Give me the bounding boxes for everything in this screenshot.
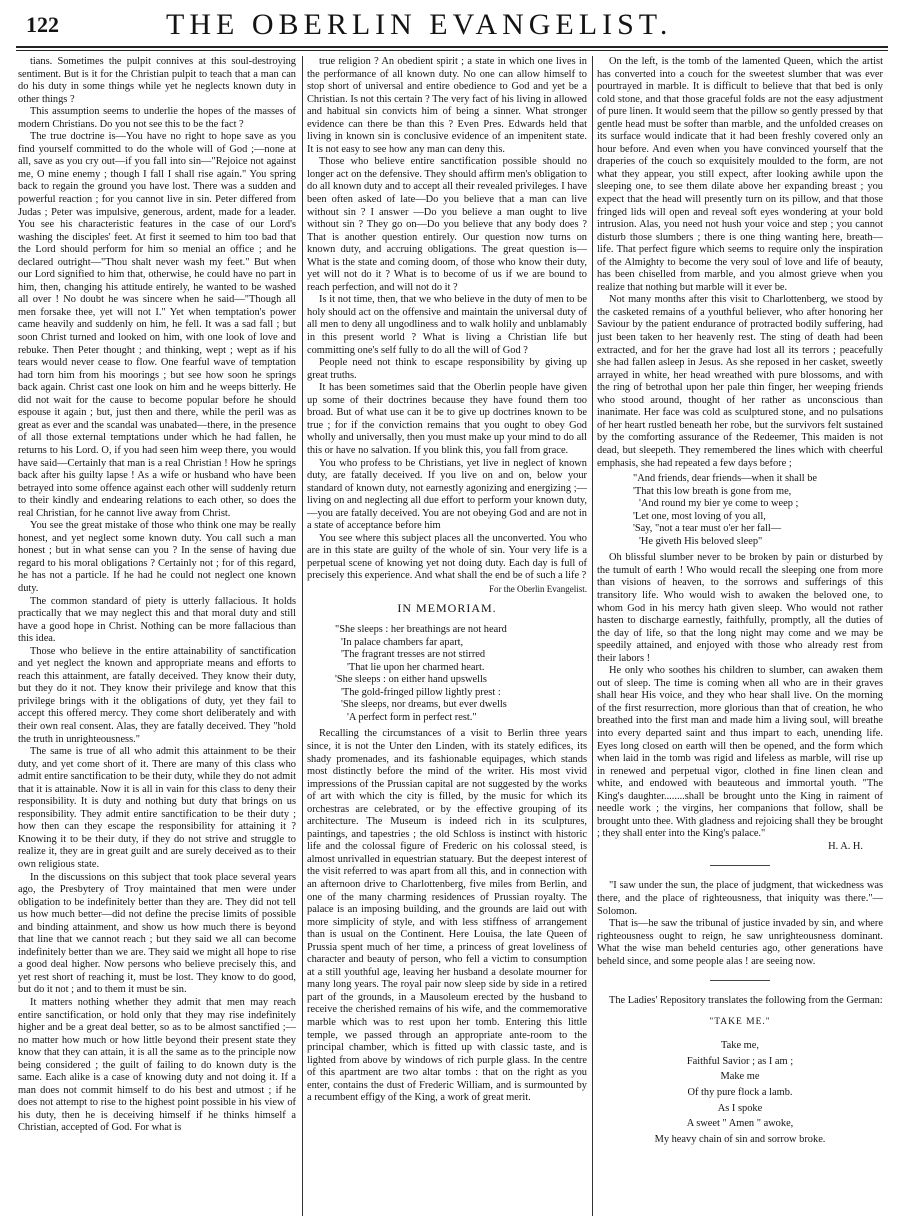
paragraph: The common standard of piety is utterly fallacious. It holds practically that we may neglect this and that moral duty and still have a good hope in Christ. Nothing can be more fallacious than this idea. [18,595,296,645]
poem-line: 'Let one, most loving of you all, [633,510,766,522]
paragraph: You who profess to be Christians, yet live in neglect of known duty, are fatally deceived. If you live on and on, below your standard of known duty, not earnestly agonizing and energizing ;—living on and neglecting all due effort to perform your known duty,—you are fatally deceived. You are not obeying God and are not in a state of acceptance before him [307,457,587,532]
column-2 [307,56,587,1216]
poem-line: "And friends, dear friends—when it shall be [633,473,818,485]
paragraph: It matters nothing whether they admit that men may reach entire sanctification, or hold only that they may rise indefinitely higher and be a great deal better, so as to be almost sanctified ;—no matter how much or how little beyond their present state they know that they can attain, it is all the same as to the principle now being considered ; the guilt of failing to do known duty is the same. Each alike is a case of knowing duty and not doing it. If a man does not commit himself to do his best and utmost ; if he does not attempt to rise to the highest point possible in his view of his duty, then he is deceiving himself if he thinks himself a Christian, accepted of God. For what is [18,997,296,1134]
paragraph: The true doctrine is—You have no right to hope save as you find yourself committed to do the whole will of God ;—none at all, save as you cry out—if you fall into sin—"Rejoice not against me, O mine enemy ; though I fall I shall rise again." You spring back to regain the ground you have lost. There was a sudden and powerful reaction ; for you cannot live in sin. Peter differed from Judas ; Peter was impulsive, generous, ardent, made for a leader. You see his characteristic features in the case of our Lord's washing the disciples' feet. At first it seemed to him too bad that the Lord should perform for him so menial an office ; and he declared outright—"Thou shalt never wash my feet." But when our Lord signified to him that, otherwise, he could have no part in him, then, changing his attitude entirely, he wanted to be washed all over ! No doubt he was sincere when he said—"Though all men forsake thee, yet will not I." Yet when temptation's power came heavily and suddenly on him, he fell. It was a sad fall ; but soon Christ turned and looked on him, with one look of love and rebuke. Then Peter thought ; and thinking, wept ; wept as if his tears would never cease to flow. One fearful wave of temptation had torn him from his moorings ; but see how soon he springs back again. Christ cast one look on him and he weeps bitterly. He did not wait for the cause to become popular before he should espouse it again ; but, just then and there, while the peril was as great as ever and the scandal was unabated—there, in the presence of all those external temptations under which he had fallen, he returns to his Lord. O, if you had seen him weep there, you would have said—Certainly that man is a real Christian ! How he springs back after his guilty lapse ! As a wife or husband who have been betrayed into some offence against each other will suddenly return to their kindly and endearing relations to each other, so does the real Christian, for he cannot live away from Christ. [18,131,296,519]
header-rule [16,46,888,48]
column-divider [302,56,303,1216]
paragraph: This assumption seems to underlie the hopes of the masses of modern Christians. Do you not see this to be the fact ? [18,106,296,130]
poem-line: 'He giveth His beloved sleep" [639,535,763,547]
masthead-title: THE OBERLIN EVANGELIST. [166,8,673,41]
poem-line: As I spoke [717,1102,763,1114]
poem-line: Faithful Savior ; as I am ; [686,1055,794,1067]
paragraph: Oh blissful slumber never to be broken by pain or disturbed by the tumult of earth ! Who would recall the sleeping one from more than visions of heaven, to the sorrows and sufferings of this transitory life. Who would wish to awaken the beloved one, to whom God in his mercy hath given sleep. Who would not rather hasten to discharge earnestly, faithfully, promptly, all the duties of the day of life, so that the long night may come and we may be speedily attained, and enjoyed with those who already rest from their labors ! [597,552,883,664]
poem-line: Take me, [721,1040,759,1052]
poem-line: Make me [720,1071,760,1083]
poem-line: 'That this low breath is gone from me, [633,485,792,497]
article-credit: For the Oberlin Evangelist. [489,583,587,594]
column-divider [592,56,593,1216]
paragraph: Not many months after this visit to Charlottenberg, we stood by the casketed remains of a youthful believer, who after honoring her Saviour by the patient endurance of protracted bodily suffering, had just been taken to her heavenly rest. The sting of death had been extracted, and for her the grave had lost all its terrors ; peacefully she had fallen asleep in Jesus. As she reposed in her casket, sweetly arrayed in white, her head wreathed with pure blossoms, and with the ring of betrothal upon her pale thin finger, her weeping friends who stood around, thought of her rather as unconscious than inanimate. Her face was cold as sculptured stone, and no pulsations of her heart rustled beneath her robe, but the survivors felt sustained by the comforting assurance of the Redeemer, This maiden is not dead, but sleepeth. They remembered the lines which with cheerful emphasis, she had repeated a few days before ; [597,294,883,469]
poem-line: 'She sleeps : on either hand upswells [335,674,487,686]
paragraph: Recalling the circumstances of a visit to Berlin three years since, it is not the Unter den Linden, with its stately edifices, its shady promenades, and its fashionable equipages, which stands most distinctly before the mind of the writer. His most vivid impressions of the Prussian capital are not suggested by the works of art with which the city is filled, by the music for which its orchestras are celebrated, or by the effective grouping of its architecture. The Museum is indeed rich in its sculptures, paintings, and tapestries ; the old Schloss is instinct with historic life and the colossal figure of Frederic on his colossal steed, is almost unrivalled in equestrian statuary. But the deepest interest of the visit referred to was apart from all this, and in connection with an afternoon drive to Charlottenberg, five miles from Berlin, and one of the many charming residences of Prussian royalty. The palace is an imposing building, and the grounds are laid out with more simplicity of style, and with less stiffness of arrangement than is usual on the Continent. Here Louisa, the late Queen of Prussia spent much of her time, a princess of great loveliness of character and beauty of person, who fell a victim to consumption at a still youthful age, leaving her husband a desolate mourner for many long years. The royal pair now sleep side by side in a retired part of the grounds, in a Mausoleum erected by the husband to receive the cherished remains of his wife, and the commemorative marble which was to rest upon her tomb. Entering this little temple, we passed through an appropriate ante-room to the principal chamber, which is fitted up with classic taste, and is lighted from above by windows of rich purple glass. In the centre of this apartment are two altar tombs : that on the right as you enter, contains the dust of Frederic William, and is surmounted by a recumbent effigy of the King, a work of great merit. [307,728,587,1104]
paragraph: You see the great mistake of those who think one may be really honest, and yet neglect some known duty. You call such a man honest ; but in what sense can you ? In the sense of having due regard to his moral obligations ? Certainly not ; for of this regard, he has not a particle. If he had he could not neglect one known duty. [18,520,296,594]
poem-line: 'The fragrant tresses are not stirred [341,649,486,661]
poem-line: "She sleeps : her breathings are not heard [335,624,507,636]
paragraph: The same is true of all who admit this attainment to be their duty, and yet come short of it. There are many of this class who admit entire sanctification to be their duty, while they do not admit that it is attainable. Now it is all in vain for this class to deny their responsibility. It is duty and nothing but duty that brings on us responsibility. They admit entire sanctification to be their duty ; how then can they escape the responsibility for attaining it ? Knowing it to be their duty, if they do not strive and struggle to realize it, they are in great guilt and are surely deceived as to their own religious state. [18,746,296,870]
paragraph: "I saw under the sun, the place of judgment, that wickedness was there, and the place of righteousness, that iniquity was there."—Solomon. [597,880,883,917]
article-title: IN MEMORIAM. [397,600,497,615]
poem-line: A sweet " Amen " awoke, [686,1118,794,1130]
paragraph: It has been sometimes said that the Oberlin people have given up some of their doctrines because they have found them too broad. But of what use can it be to give up doctrines known to be true ; for if the conviction remains that you ought to obey God wholly and universally, then you must make up your mind to do all this or have no salvation. If you blink this, you fall from grace. [307,382,587,456]
poem-line: My heavy chain of sin and sorrow broke. [654,1133,826,1145]
page-number: 122 [26,12,59,37]
paragraph: That is—he saw the tribunal of justice invaded by sin, and where righteousness ought to reign, he saw unrighteousness dominant. What the wise man beheld centuries ago, other generations have beheld since, and some people alas ! are seeing now. [597,918,883,967]
poem-line: 'And round my bier ye come to weep ; [639,498,799,510]
paragraph: People need not think to escape responsibility by giving up great truths. [307,357,587,381]
quoted-verse [597,473,883,548]
memoriam-poem [307,624,587,724]
paragraph: tians. Sometimes the pulpit connives at this soul-destroying sentiment. But is it for the Christian pulpit to teach that a man can do his duty in some things while yet he neglects known duty in other things ? [18,56,296,105]
paragraph: You see where this subject places all the unconverted. You who are in this state are guilty of the whole of sin. Your very life is a perpetual scene of knowing yet not doing duty. Each day is full of precisely this experience. And what shall the end be of such a life ? [307,532,587,582]
poem-line: Of thy pure flock a lamb. [687,1087,793,1099]
paragraph: The Ladies' Repository translates the following from the German: [609,995,883,1007]
poem-title: "TAKE ME." [709,1016,771,1027]
paragraph: Is it not time, then, that we who believe in the duty of men to be holy should act on the offensive and maintain the universal duty of all men to deny all ungodliness and to walk holily and unblamably in this present world ? What is living a Christian life but committing one's self fully to do all the will of God ? [307,294,587,356]
column-3 [597,56,883,1216]
poem-line: 'Say, "not a tear must o'er her fall— [633,523,782,535]
page-header [16,6,886,46]
paragraph: In the discussions on this subject that took place several years ago, the Presbytery of Troy maintained that men were under obligation to be indefinitely better than they are. They did not tell us how much better—did not define the precise limits of possible and binding attainment, and show us how much there is beyond that line that we cannot reach ; but they said we all can become indefinitely better than we are. They said we might all hope to rise a good deal higher. Now persons who believe precisely this, and yet rest short of reaching it, must be lost. They know to do good, but do it not ; and to them it must be sin. [18,871,296,996]
poem-line: 'The gold-fringed pillow lightly prest : [341,686,501,698]
section-divider [710,865,770,866]
column-1 [18,56,296,1216]
poem-line: 'In palace chambers far apart, [341,636,464,648]
paragraph: Those who believe in the entire attainability of sanctification and yet neglect the known and appropriate means and efforts to reach this attainment, are fatally deceived. They know their duty, but they do it not. They know their privilege and know that this privilege brings with it the obligations of duty, yet they fail to accept this offered mercy. They come short deliberately and with their own real consent. Alas, they are fatally deceived. They "hold the truth in unrighteousness." [18,645,296,745]
author-signature: H. A. H. [828,840,863,852]
paragraph: Those who believe entire sanctification possible should no longer act on the defensive. They should affirm men's obligation to do all known duty and to accept all their revealed privileges. I have been often asked of late—Do you believe that a man can live without sin ? I answer —Do you believe a man ought to live without sin ? They go on—Do you believe that any body does ? That is another question entirely. Our question now turns on known duty, and accruing obligations. The great question is—What is the state and coming doom, of those who know their duty, yet will not do it ? What is to become of us if we are bound to reach perfection, and will not do it ? [307,156,587,293]
header-rule-thin [16,50,888,51]
section-divider [710,980,770,981]
poem-line: 'She sleeps, nor dreams, but ever dwells [341,699,507,711]
paragraph: true religion ? An obedient spirit ; a state in which one lives in the performance of all known duty. No one can allow himself to stop short of universal and entire obedience to God and yet be a Christian. Is not this certain ? The very fact of his living in allowed and habitual sin convicts him of being a sinner. What stronger evidence can there be than this ? Even Pres. Edwards held that living in known sin is conclusive evidence of an impenitent state. It is not easy to see how any man can deny this. [307,56,587,155]
poem-line: 'That lie upon her charmed heart. [347,661,485,673]
paragraph: He only who soothes his children to slumber, can awaken them out of sleep. The time is coming when all who are in their graves shall hear His voice, and they who hear shall live. On the morning of the first resurrection, more glorious than that of creation, he who breathed into the first man and made him a living soul, will breathe into every departed saint and thus impart to each, unending life. Eyes long closed on earth will then be opened, and the form which when laid in the tomb was rigid and lifeless as marble, will rise up in renewed and perpetual vigor, clothed in fine linen clean and white, and endowed with beauteous and immortal youth. "The King's daughter........shall be brought unto the King in raiment of needle work ; the virgins, her companions that follow, shall be brought unto thee. With gladness and rejoicing shall they be brought ; they shall enter into the King's palace." [597,665,883,840]
poem-line: 'A perfect form in perfect rest." [347,711,477,723]
paragraph: On the left, is the tomb of the lamented Queen, which the artist has converted into a couch for the sweetest slumber that was ever pourtrayed in marble. It is difficult to believe that that bed is only cold stone, and that those graceful folds are not the easy adjustment of pure linen. It would seem that the pillow so gently pressed by that gentle head must be softer than marble, and the unfolded creases on its surface would indicate that it had been freshly covered only an hour before. And even when you have convinced yourself that the draperies of the couch so exquisitely moulded to the form, are not what they appear, you still expect, after looking awhile upon the sleeping one, to see them dilate above her expanding breast ; you expect that the head will presently turn on its pillow, and that those fringed lids will open and reveal soft eyes wondering at your bold intrusion. Alas, you need not hush your voice and step ; you cannot disturb those slumbers ; there is one thing wanting here, breath—life. That perfect figure which seems to require only the inspiration of the Almighty to become the very soul of love and life of beauty, has been chiselled from marble, and you almost grieve when you realize that nothing but marble will it ever be. [597,56,883,293]
